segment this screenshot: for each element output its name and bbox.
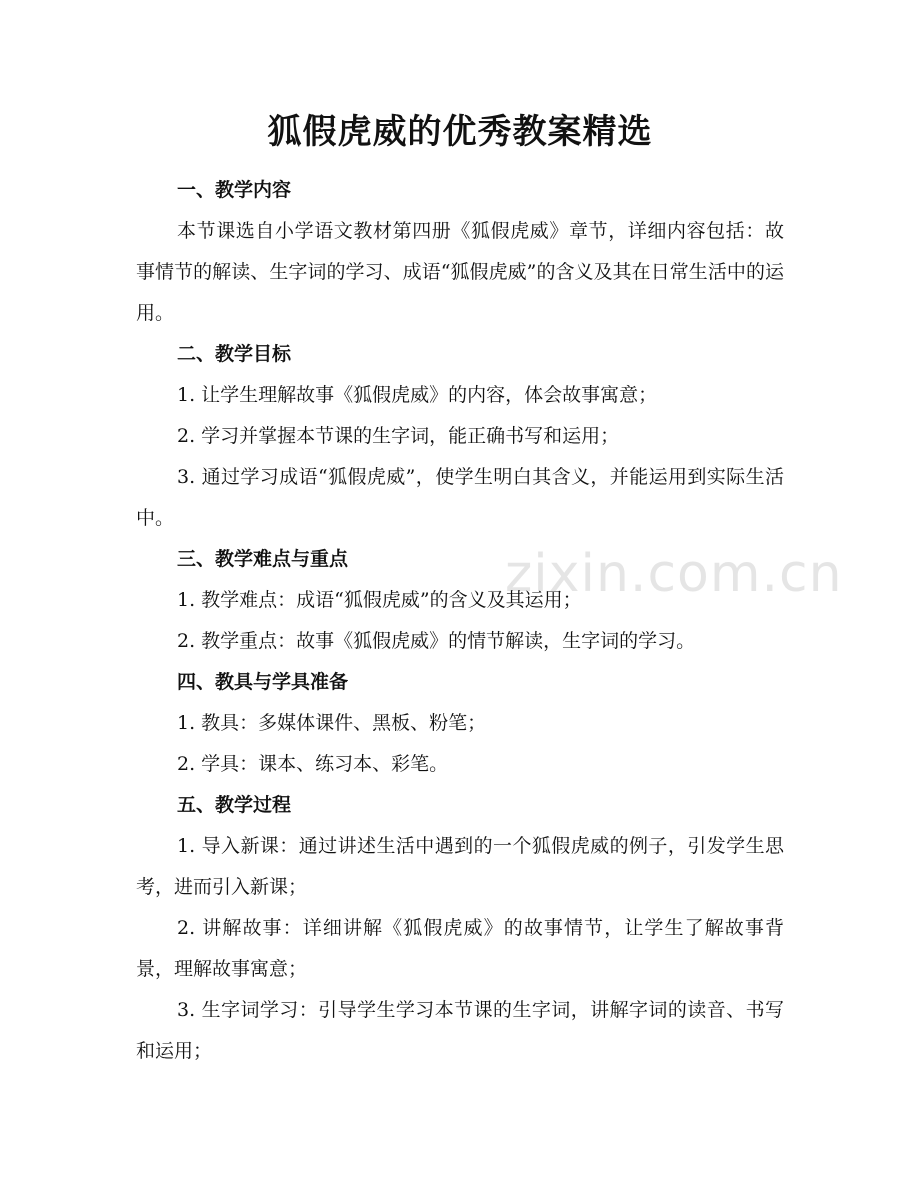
section-heading: 五、教学过程 (177, 794, 292, 816)
section-heading: 三、教学难点与重点 (177, 548, 349, 570)
body-paragraph: 1. 教学难点：成语“狐假虎威”的含义及其运用； (177, 589, 582, 611)
body-paragraph: 1. 让学生理解故事《狐假虎威》的内容，体会故事寓意； (177, 384, 658, 406)
body-paragraph: 2. 学具：课本、练习本、彩笔。 (177, 753, 449, 775)
document-title: 狐假虎威的优秀教案精选 (267, 112, 653, 152)
document-body (136, 170, 784, 1072)
body-paragraph: 1. 导入新课：通过讲述生活中遇到的一个狐假虎威的例子，引发学生思考，进而引入新课； (136, 835, 784, 898)
section-heading: 二、教学目标 (177, 343, 292, 365)
body-paragraph: 3. 生字词学习：引导学生学习本节课的生字词，讲解字词的读音、书写和运用； (136, 999, 784, 1062)
body-paragraph: 2. 学习并掌握本节课的生字词，能正确书写和运用； (177, 425, 620, 447)
body-paragraph: 2. 讲解故事：详细讲解《狐假虎威》的故事情节，让学生了解故事背景，理解故事寓意； (136, 917, 784, 980)
body-paragraph: 1. 教具：多媒体课件、黑板、粉笔； (177, 712, 487, 734)
body-paragraph: 3. 通过学习成语“狐假虎威”，使学生明白其含义，并能运用到实际生活中。 (136, 466, 784, 529)
body-paragraph: 2. 教学重点：故事《狐假虎威》的情节解读，生字词的学习。 (177, 630, 696, 652)
watermark: zixin.com.cn (505, 544, 843, 604)
section-heading: 一、教学内容 (177, 179, 292, 201)
section-heading: 四、教具与学具准备 (177, 671, 349, 693)
body-paragraph: 本节课选自小学语文教材第四册《狐假虎威》章节，详细内容包括：故事情节的解读、生字词的学习、成语“狐假虎威”的含义及其在日常生活中的运用。 (136, 220, 784, 324)
